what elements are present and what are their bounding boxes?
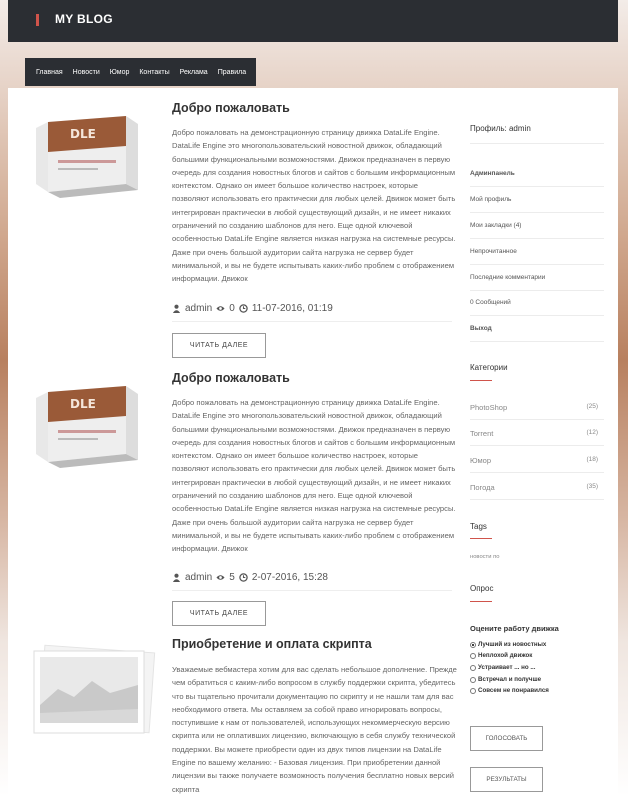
poll-option-label: Совсем не понравился bbox=[478, 687, 549, 694]
profile-title: Профиль: admin bbox=[470, 124, 531, 133]
profile-link-bookmarks[interactable]: Мои закладки (4) bbox=[470, 222, 522, 229]
nav-item-contacts[interactable]: Контакты bbox=[139, 68, 170, 76]
profile-link-last-comments[interactable]: Последние комментарии bbox=[470, 274, 546, 281]
category-name: Погода bbox=[470, 483, 495, 492]
profile-link-unread[interactable]: Непрочитанное bbox=[470, 248, 517, 255]
read-more-button[interactable]: ЧИТАТЬ ДАЛЕЕ bbox=[172, 601, 266, 626]
divider bbox=[470, 264, 604, 265]
divider bbox=[470, 186, 604, 187]
post-meta bbox=[172, 303, 333, 314]
title-underline bbox=[470, 538, 492, 539]
category-count: (18) bbox=[586, 456, 598, 463]
poll-option-label: Неплохой движок bbox=[478, 652, 533, 659]
divider bbox=[470, 290, 604, 291]
poll-option-1[interactable] bbox=[470, 641, 546, 648]
clock-icon bbox=[239, 573, 248, 582]
post-text: Добро пожаловать на демонстрационную страницу движка DataLife Engine. DataLife Engine это многопользовательский новостной движок, обладающий большими функциональными возможностями. Движок предназначен в первую очередь для создания новостных блогов и сайтов с большим информационным контекстом. Однако он имеет большое количество настроек, которые позволяют использовать его практически для любых целей. Движок может быть интегрирован практически в любой существующий дизайн, и не имеет никаких ограничений по созданию шаблонов для него. Еще одной ключевой особенностью DataLife Engine является низкая нагрузка на системные ресурсы. Даже при очень большой аудитории сайта нагрузка не сервер будет минимальной, и вы не будете испытывать каких-либо проблем с отображением информации. Движок bbox=[172, 398, 456, 554]
read-more-button[interactable]: ЧИТАТЬ ДАЛЕЕ bbox=[172, 333, 266, 358]
profile-link-messages[interactable]: 0 Сообщений bbox=[470, 299, 511, 306]
post-text: Добро пожаловать на демонстрационную страницу движка DataLife Engine. DataLife Engine это многопользовательский новостной движок, обладающий большими функциональными возможностями. Движок предназначен в первую очередь для создания новостных блогов и сайтов с большим информационным контекстом. Однако он имеет большое количество настроек, которые позволяют использовать его практически для любых целей. Движок может быть интегрирован практически в любой существующий дизайн, и не имеет никаких ограничений по созданию шаблонов для него. Еще одной ключевой особенностью DataLife Engine является низкая нагрузка на системные ресурсы. Даже при очень большой аудитории сайта нагрузка не сервер будет минимальной, и вы не будете испытывать каких-либо проблем с отображением информации. Движок bbox=[172, 128, 456, 284]
vote-button[interactable]: ГОЛОСОВАТЬ bbox=[470, 726, 543, 751]
radio-button[interactable] bbox=[470, 642, 476, 648]
nav-item-news[interactable]: Новости bbox=[72, 68, 100, 76]
post-meta bbox=[172, 572, 328, 583]
poll-option-label: Устраивает ... но ... bbox=[478, 664, 536, 671]
post-text: Уважаемые вебмастера хотим для вас сделать небольшое дополнение. Прежде чем обратиться с каким-либо вопросом в службу поддержки скрипта, убедитесь что вы тщательно прочитали документацию по скрипту и не нашли там для вас необходимого ответа. Мы оставляем за собой право игнорировать вопросы, поступившие к нам от пользователей, использующих некоммерческую версию скрипта или не оплативших лицензию, включающую в себя службу технической поддержки. Вы можете приобрести один из двух типов лицензии на DataLife Engine по вашему желанию: - Базовая лицензия. При приобретении данной лицензии вы также получаете возможность получения бесплатно новых версий скрипта bbox=[172, 665, 457, 794]
user-icon bbox=[172, 304, 181, 313]
radio-button[interactable] bbox=[470, 688, 476, 694]
poll-question: Оцените работу движка bbox=[470, 624, 559, 633]
category-name: Torrent bbox=[470, 429, 494, 438]
header-bar bbox=[8, 0, 618, 42]
divider bbox=[470, 143, 604, 144]
header-accent bbox=[36, 14, 39, 26]
poll-option-label: Лучший из новостных bbox=[478, 641, 547, 648]
post-author[interactable]: admin bbox=[185, 303, 213, 314]
category-name: PhotoShop bbox=[470, 403, 508, 412]
clock-icon bbox=[239, 304, 248, 313]
nav-item-rules[interactable]: Правила bbox=[217, 68, 247, 76]
poll-option-3[interactable] bbox=[470, 664, 536, 671]
poll-option-label: Встречал и получше bbox=[478, 676, 542, 683]
nav-item-ads[interactable]: Реклама bbox=[179, 68, 208, 76]
poll-option-4[interactable] bbox=[470, 676, 541, 683]
poll-option-5[interactable] bbox=[470, 687, 549, 694]
post-title[interactable]: Приобретение и оплата скрипта bbox=[172, 637, 372, 651]
tags-title: Tags bbox=[470, 522, 487, 531]
category-count: (25) bbox=[586, 403, 598, 410]
profile-link-logout[interactable]: Выход bbox=[470, 325, 492, 332]
post-author[interactable]: admin bbox=[185, 572, 213, 583]
radio-button[interactable] bbox=[470, 665, 476, 671]
dle-box-label: DLE bbox=[70, 127, 96, 141]
radio-button[interactable] bbox=[470, 653, 476, 659]
post-date: 2-07-2016, 15:28 bbox=[251, 572, 328, 583]
user-icon bbox=[172, 573, 181, 582]
eye-icon bbox=[216, 304, 225, 313]
category-photoshop[interactable] bbox=[470, 403, 604, 412]
category-count: (35) bbox=[586, 483, 598, 490]
category-weather[interactable] bbox=[470, 483, 604, 492]
radio-button[interactable] bbox=[470, 677, 476, 683]
category-torrent[interactable] bbox=[470, 429, 604, 438]
post-views: 5 bbox=[229, 572, 235, 583]
title-underline bbox=[470, 380, 492, 381]
main-nav bbox=[25, 58, 256, 86]
post-separator bbox=[172, 590, 452, 591]
divider bbox=[470, 445, 604, 446]
results-button[interactable]: РЕЗУЛЬТАТЫ bbox=[470, 767, 543, 792]
divider bbox=[470, 341, 604, 342]
post-title[interactable]: Добро пожаловать bbox=[172, 371, 290, 385]
divider bbox=[470, 472, 604, 473]
nav-item-home[interactable]: Главная bbox=[36, 68, 63, 76]
site-logo[interactable]: MY BLOG bbox=[55, 12, 113, 26]
divider bbox=[470, 212, 604, 213]
poll-title: Опрос bbox=[470, 584, 494, 593]
profile-link-my-profile[interactable]: Мой профиль bbox=[470, 196, 512, 203]
divider bbox=[470, 499, 604, 500]
poll-option-2[interactable] bbox=[470, 652, 532, 659]
title-underline bbox=[470, 601, 492, 602]
category-humor[interactable] bbox=[470, 456, 604, 465]
post-separator bbox=[172, 321, 452, 322]
dle-box-image[interactable] bbox=[30, 374, 150, 474]
photo-placeholder-image[interactable] bbox=[28, 635, 158, 745]
post-views: 0 bbox=[229, 303, 235, 314]
profile-link-admin-panel[interactable]: Админпанель bbox=[470, 170, 515, 177]
post-title[interactable]: Добро пожаловать bbox=[172, 101, 290, 115]
divider bbox=[470, 238, 604, 239]
category-name: Юмор bbox=[470, 456, 491, 465]
divider bbox=[470, 315, 604, 316]
eye-icon bbox=[216, 573, 225, 582]
dle-box-image[interactable] bbox=[30, 104, 150, 204]
content-area bbox=[8, 88, 618, 796]
category-count: (12) bbox=[586, 429, 598, 436]
nav-item-humor[interactable]: Юмор bbox=[109, 68, 130, 76]
categories-title: Категории bbox=[470, 363, 508, 372]
tag-link[interactable]: новости по bbox=[470, 554, 500, 560]
dle-box-label: DLE bbox=[70, 397, 96, 411]
divider bbox=[470, 419, 604, 420]
post-date: 11-07-2016, 01:19 bbox=[251, 303, 333, 314]
